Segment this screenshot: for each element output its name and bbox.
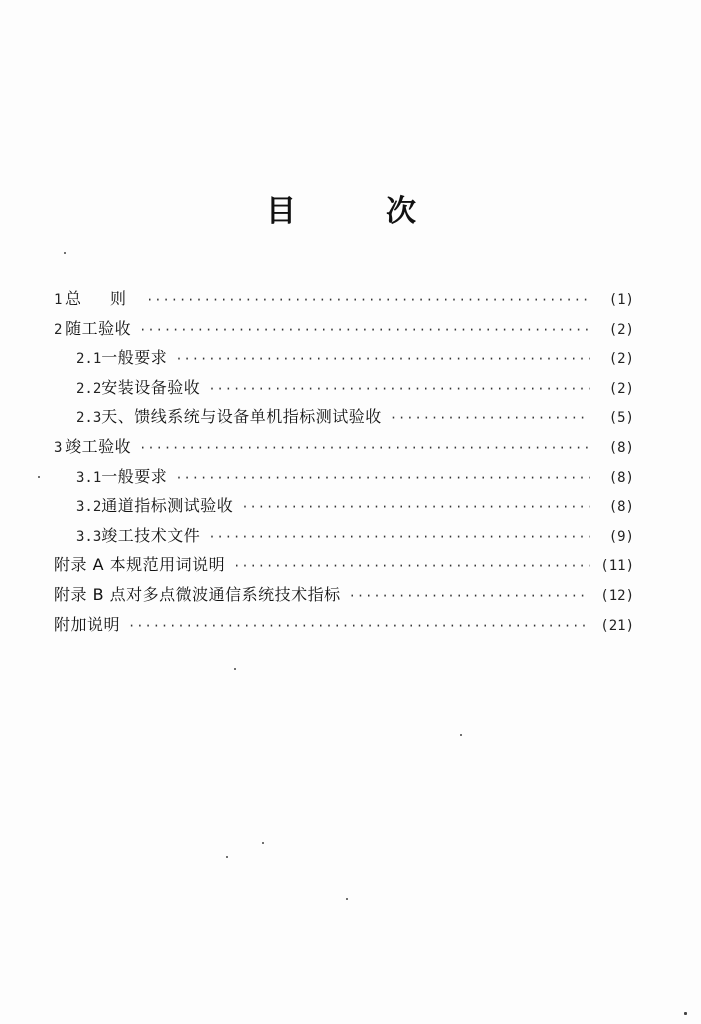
toc-leader-dots xyxy=(208,523,590,553)
scan-speck xyxy=(684,1012,687,1015)
scan-speck xyxy=(346,898,348,900)
toc-leader-dots xyxy=(139,434,590,464)
toc-label: 附录 A 本规范用词说明 xyxy=(54,555,226,575)
toc-page-number: (8) xyxy=(608,499,634,516)
toc-label: 附加说明 xyxy=(54,614,121,634)
toc-leader-dots xyxy=(175,345,590,375)
toc-page-number: (8) xyxy=(608,469,634,486)
scan-speck xyxy=(38,476,40,478)
toc-page-number: (1) xyxy=(608,292,634,308)
toc-label: 安装设备验收 xyxy=(101,377,201,397)
toc-entry-1[interactable] xyxy=(54,284,634,314)
toc-number: 3.3 xyxy=(76,528,102,545)
title-char-2: 次 xyxy=(386,194,416,229)
toc-leader-dots xyxy=(233,552,590,582)
toc-leader-dots xyxy=(146,286,590,316)
toc-label: 一般要求 xyxy=(101,466,168,486)
toc-label: 一般要求 xyxy=(101,348,168,368)
toc-entry-2-1[interactable] xyxy=(54,343,634,373)
toc-number: 2 xyxy=(54,321,63,338)
toc-leader-dots xyxy=(390,404,590,434)
toc-label: 竣工技术文件 xyxy=(101,525,201,545)
toc-page-number: (11) xyxy=(600,558,634,575)
toc-label: 竣工验收 xyxy=(65,436,132,456)
scan-speck xyxy=(64,252,66,254)
toc-entry-3[interactable] xyxy=(54,432,634,462)
toc-number: 1 xyxy=(54,292,63,308)
toc-leader-dots xyxy=(175,464,590,494)
toc-number: 3.2 xyxy=(76,499,102,516)
toc-label: 附录 B 点对多点微波通信系统技术指标 xyxy=(54,584,341,604)
toc-entry-3-2[interactable] xyxy=(54,491,634,521)
toc-number: 2.1 xyxy=(76,351,102,368)
scan-speck xyxy=(460,734,462,736)
toc-page-number: (2) xyxy=(608,380,634,397)
toc-page-number: (12) xyxy=(600,587,634,604)
scan-speck xyxy=(234,668,236,670)
toc-page-number: (8) xyxy=(608,439,634,456)
toc-page-number: (2) xyxy=(608,351,634,368)
toc-page-number: (2) xyxy=(608,321,634,338)
table-of-contents xyxy=(54,284,634,639)
toc-entry-3-3[interactable] xyxy=(54,521,634,551)
toc-label: 随工验收 xyxy=(65,318,132,338)
toc-label: 天、馈线系统与设备单机指标测试验收 xyxy=(101,407,382,427)
toc-number: 2.2 xyxy=(76,380,102,397)
toc-leader-dots xyxy=(128,612,590,642)
toc-page-number: (9) xyxy=(608,528,634,545)
toc-number: 2.3 xyxy=(76,410,102,427)
toc-page-number: (5) xyxy=(608,410,634,427)
toc-entry-appendix-b[interactable] xyxy=(54,580,634,610)
toc-entry-2-2[interactable] xyxy=(54,373,634,403)
scan-speck xyxy=(262,842,264,844)
toc-label: 通道指标测试验收 xyxy=(101,496,234,516)
toc-entry-additional-notes[interactable] xyxy=(54,610,634,640)
toc-leader-dots xyxy=(208,375,590,405)
toc-entry-2[interactable] xyxy=(54,314,634,344)
page-title xyxy=(0,192,701,232)
toc-leader-dots xyxy=(139,316,590,346)
toc-page-number: (21) xyxy=(600,617,634,634)
toc-entry-3-1[interactable] xyxy=(54,462,634,492)
toc-number: 3.1 xyxy=(76,469,102,486)
scan-speck xyxy=(226,856,228,858)
toc-leader-dots xyxy=(241,493,590,523)
title-char-1: 目 xyxy=(266,194,296,229)
toc-label: 总 则 xyxy=(64,289,139,308)
toc-entry-2-3[interactable] xyxy=(54,402,634,432)
toc-leader-dots xyxy=(349,582,590,612)
toc-entry-appendix-a[interactable] xyxy=(54,550,634,580)
toc-number: 3 xyxy=(54,439,63,456)
